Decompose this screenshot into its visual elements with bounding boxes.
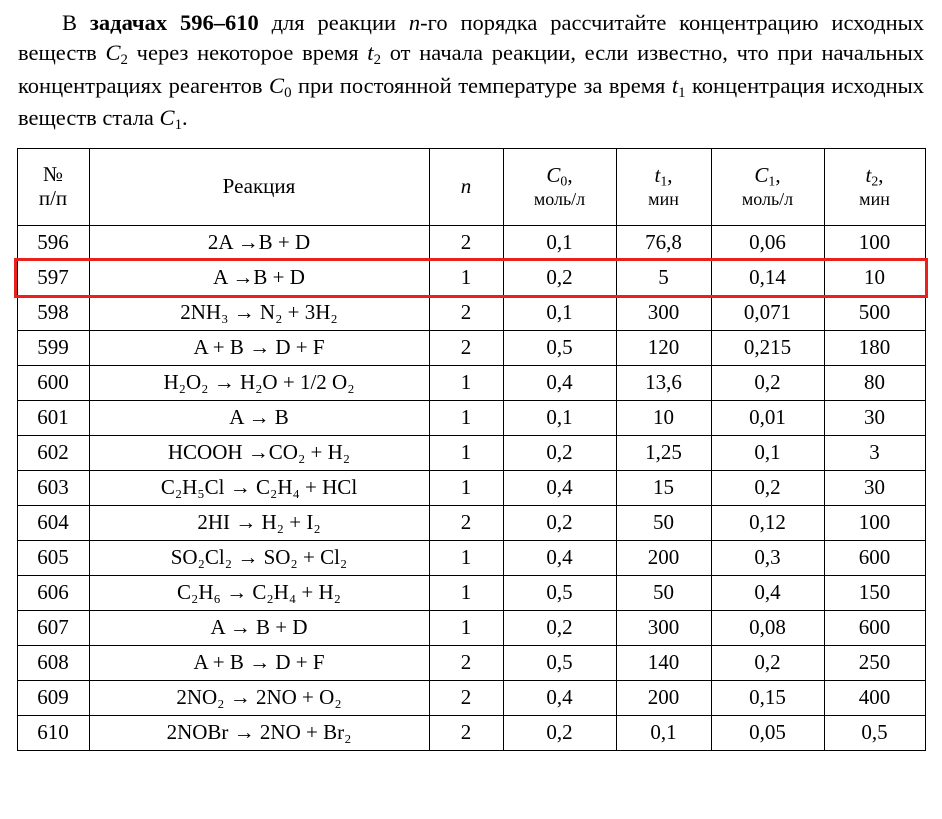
cell-t1: 140 xyxy=(616,645,711,680)
cell-c0: 0,4 xyxy=(503,540,616,575)
table-body xyxy=(17,225,925,750)
intro-text-6: концентрация исходных веществ стала xyxy=(18,72,924,131)
header-t1-sub: 1 xyxy=(660,173,668,189)
cell-c0: 0,5 xyxy=(503,330,616,365)
intro-text-5: при постоянной температуре за время xyxy=(291,72,672,98)
cell-reaction: C₂H₆ → C₂H₄ + H₂ xyxy=(89,575,429,610)
cell-c1: 0,06 xyxy=(711,225,824,260)
cell-c0: 0,2 xyxy=(503,505,616,540)
cell-number: 606 xyxy=(17,575,89,610)
cell-number: 599 xyxy=(17,330,89,365)
cell-t2: 3 xyxy=(824,435,925,470)
cell-c1: 0,071 xyxy=(711,295,824,330)
cell-number: 598 xyxy=(17,295,89,330)
cell-t1: 300 xyxy=(616,610,711,645)
header-t2-var: t xyxy=(865,163,872,188)
cell-order: 1 xyxy=(429,435,503,470)
header-c1-symbol xyxy=(712,164,824,189)
cell-order: 1 xyxy=(429,365,503,400)
cell-reaction: 2NO₂ → 2NO + O₂ xyxy=(89,680,429,715)
cell-c1: 0,2 xyxy=(711,470,824,505)
header-c0-comma: , xyxy=(567,163,573,188)
intro-sub-t2: 2 xyxy=(373,51,381,68)
cell-t2: 250 xyxy=(824,645,925,680)
header-t2-units: мин xyxy=(859,189,890,210)
intro-sub-c0: 0 xyxy=(284,84,292,101)
cell-order: 2 xyxy=(429,715,503,750)
cell-c0: 0,1 xyxy=(503,400,616,435)
cell-order: 1 xyxy=(429,540,503,575)
intro-prefix: В xyxy=(62,10,90,35)
cell-c0: 0,2 xyxy=(503,435,616,470)
cell-order: 2 xyxy=(429,295,503,330)
table-row xyxy=(17,295,925,330)
cell-c1: 0,1 xyxy=(711,435,824,470)
intro-var-t1: t xyxy=(671,72,679,98)
cell-t2: 600 xyxy=(824,540,925,575)
cell-t2: 80 xyxy=(824,365,925,400)
cell-order: 2 xyxy=(429,645,503,680)
table-row xyxy=(17,435,925,470)
intro-text-1: для реакции xyxy=(258,10,409,35)
table-row xyxy=(17,540,925,575)
cell-t2: 100 xyxy=(824,225,925,260)
header-c1-var: C xyxy=(754,163,769,188)
cell-reaction: 2A →B + D xyxy=(89,225,429,260)
cell-c0: 0,1 xyxy=(503,295,616,330)
cell-order: 1 xyxy=(429,260,503,295)
table-header-row xyxy=(17,148,925,225)
cell-c0: 0,2 xyxy=(503,260,616,295)
header-c0-symbol xyxy=(504,164,616,189)
intro-var-c2: C xyxy=(105,39,121,65)
cell-t1: 5 xyxy=(616,260,711,295)
cell-t1: 15 xyxy=(616,470,711,505)
header-t1-var: t xyxy=(654,163,661,188)
cell-t1: 10 xyxy=(616,400,711,435)
cell-reaction: A + B → D + F xyxy=(89,330,429,365)
cell-t2: 0,5 xyxy=(824,715,925,750)
header-n xyxy=(429,148,503,225)
problems-table xyxy=(17,148,926,751)
cell-t1: 0,1 xyxy=(616,715,711,750)
intro-sub-c1: 1 xyxy=(174,116,182,133)
cell-number: 609 xyxy=(17,680,89,715)
cell-order: 2 xyxy=(429,680,503,715)
cell-c1: 0,08 xyxy=(711,610,824,645)
cell-reaction: A →B + D xyxy=(89,260,429,295)
header-c0-sub: 0 xyxy=(560,173,568,189)
cell-c1: 0,215 xyxy=(711,330,824,365)
cell-order: 2 xyxy=(429,505,503,540)
intro-sub-t1: 1 xyxy=(678,84,686,101)
cell-number: 603 xyxy=(17,470,89,505)
cell-t2: 30 xyxy=(824,470,925,505)
cell-c1: 0,3 xyxy=(711,540,824,575)
table-row xyxy=(17,610,925,645)
cell-t2: 30 xyxy=(824,400,925,435)
table-row xyxy=(17,330,925,365)
cell-c1: 0,2 xyxy=(711,365,824,400)
intro-var-n: n xyxy=(408,10,421,35)
cell-number: 608 xyxy=(17,645,89,680)
header-t2-comma: , xyxy=(878,163,884,188)
intro-text-7: . xyxy=(181,105,188,131)
cell-t2: 180 xyxy=(824,330,925,365)
cell-c1: 0,15 xyxy=(711,680,824,715)
intro-text-3: через некоторое время xyxy=(127,39,368,65)
intro-bold-range: задачах 596–610 xyxy=(89,10,259,35)
cell-order: 2 xyxy=(429,225,503,260)
header-t1-comma: , xyxy=(667,163,673,188)
header-c1-units: моль/л xyxy=(741,189,794,210)
cell-t2: 100 xyxy=(824,505,925,540)
cell-number: 602 xyxy=(17,435,89,470)
cell-t1: 13,6 xyxy=(616,365,711,400)
cell-t2: 150 xyxy=(824,575,925,610)
cell-order: 2 xyxy=(429,330,503,365)
header-c1-sub: 1 xyxy=(768,173,776,189)
cell-c1: 0,2 xyxy=(711,645,824,680)
header-number xyxy=(17,148,89,225)
cell-reaction: H₂O₂ → H₂O + 1/2 O₂ xyxy=(89,365,429,400)
cell-number: 600 xyxy=(17,365,89,400)
cell-reaction: 2HI → H₂ + I₂ xyxy=(89,505,429,540)
cell-t1: 50 xyxy=(616,575,711,610)
cell-reaction: HCOOH →CO₂ + H₂ xyxy=(89,435,429,470)
cell-order: 1 xyxy=(429,470,503,505)
cell-c1: 0,14 xyxy=(711,260,824,295)
cell-t1: 50 xyxy=(616,505,711,540)
table-header xyxy=(17,148,925,225)
header-t2-sub: 2 xyxy=(871,173,879,189)
cell-number: 610 xyxy=(17,715,89,750)
cell-reaction: A + B → D + F xyxy=(89,645,429,680)
cell-c1: 0,01 xyxy=(711,400,824,435)
cell-number: 605 xyxy=(17,540,89,575)
table-row xyxy=(17,645,925,680)
header-t2 xyxy=(824,148,925,225)
header-c0 xyxy=(503,148,616,225)
header-c1 xyxy=(711,148,824,225)
cell-number: 607 xyxy=(17,610,89,645)
cell-reaction: C₂H₅Cl → C₂H₄ + HCl xyxy=(89,470,429,505)
header-number-line2: п/п xyxy=(38,185,68,210)
cell-number: 601 xyxy=(17,400,89,435)
cell-order: 1 xyxy=(429,575,503,610)
cell-reaction: A → B xyxy=(89,400,429,435)
header-t1 xyxy=(616,148,711,225)
cell-c0: 0,2 xyxy=(503,610,616,645)
cell-reaction: A → B + D xyxy=(89,610,429,645)
cell-c1: 0,4 xyxy=(711,575,824,610)
cell-number: 596 xyxy=(17,225,89,260)
intro-text-2: -го порядка рассчитайте концентрацию исходных веществ xyxy=(18,10,925,65)
header-t2-symbol xyxy=(825,164,925,189)
cell-reaction: SO₂Cl₂ → SO₂ + Cl₂ xyxy=(89,540,429,575)
cell-c0: 0,2 xyxy=(503,715,616,750)
cell-number: 604 xyxy=(17,505,89,540)
cell-t1: 76,8 xyxy=(616,225,711,260)
header-t1-symbol xyxy=(617,164,711,189)
cell-c0: 0,5 xyxy=(503,575,616,610)
cell-number: 597 xyxy=(17,260,89,295)
cell-t2: 400 xyxy=(824,680,925,715)
header-c0-var: C xyxy=(546,163,561,188)
cell-order: 1 xyxy=(429,610,503,645)
table-row xyxy=(17,505,925,540)
cell-t1: 300 xyxy=(616,295,711,330)
cell-reaction: 2NOBr → 2NO + Br₂ xyxy=(89,715,429,750)
intro-sub-c2: 2 xyxy=(120,51,128,68)
cell-c0: 0,5 xyxy=(503,645,616,680)
header-t1-units: мин xyxy=(648,189,679,210)
cell-c1: 0,05 xyxy=(711,715,824,750)
intro-var-c0: C xyxy=(269,72,285,98)
header-n-symbol: n xyxy=(460,173,472,198)
table-row xyxy=(17,575,925,610)
cell-c0: 0,4 xyxy=(503,680,616,715)
intro-var-c1: C xyxy=(159,105,175,131)
table-row xyxy=(17,225,925,260)
cell-t1: 120 xyxy=(616,330,711,365)
cell-t1: 200 xyxy=(616,680,711,715)
cell-order: 1 xyxy=(429,400,503,435)
cell-t1: 1,25 xyxy=(616,435,711,470)
table-row xyxy=(17,365,925,400)
cell-t2: 500 xyxy=(824,295,925,330)
table-row xyxy=(17,400,925,435)
header-c1-comma: , xyxy=(775,163,781,188)
header-reaction: Реакция xyxy=(89,148,429,225)
header-c0-units: моль/л xyxy=(533,189,586,210)
header-number-line1: № xyxy=(42,162,64,187)
problem-statement xyxy=(18,8,924,136)
cell-t2: 10 xyxy=(824,260,925,295)
cell-c0: 0,4 xyxy=(503,365,616,400)
cell-c1: 0,12 xyxy=(711,505,824,540)
table-row xyxy=(17,260,925,295)
cell-c0: 0,1 xyxy=(503,225,616,260)
table-row xyxy=(17,470,925,505)
cell-t1: 200 xyxy=(616,540,711,575)
cell-t2: 600 xyxy=(824,610,925,645)
table-row xyxy=(17,680,925,715)
cell-c0: 0,4 xyxy=(503,470,616,505)
intro-text-4: от начала реакции, если известно, что при начальных концентрациях реагентов xyxy=(18,39,924,98)
intro-var-t2: t xyxy=(367,39,374,65)
cell-reaction: 2NH₃ → N₂ + 3H₂ xyxy=(89,295,429,330)
table-row xyxy=(17,715,925,750)
